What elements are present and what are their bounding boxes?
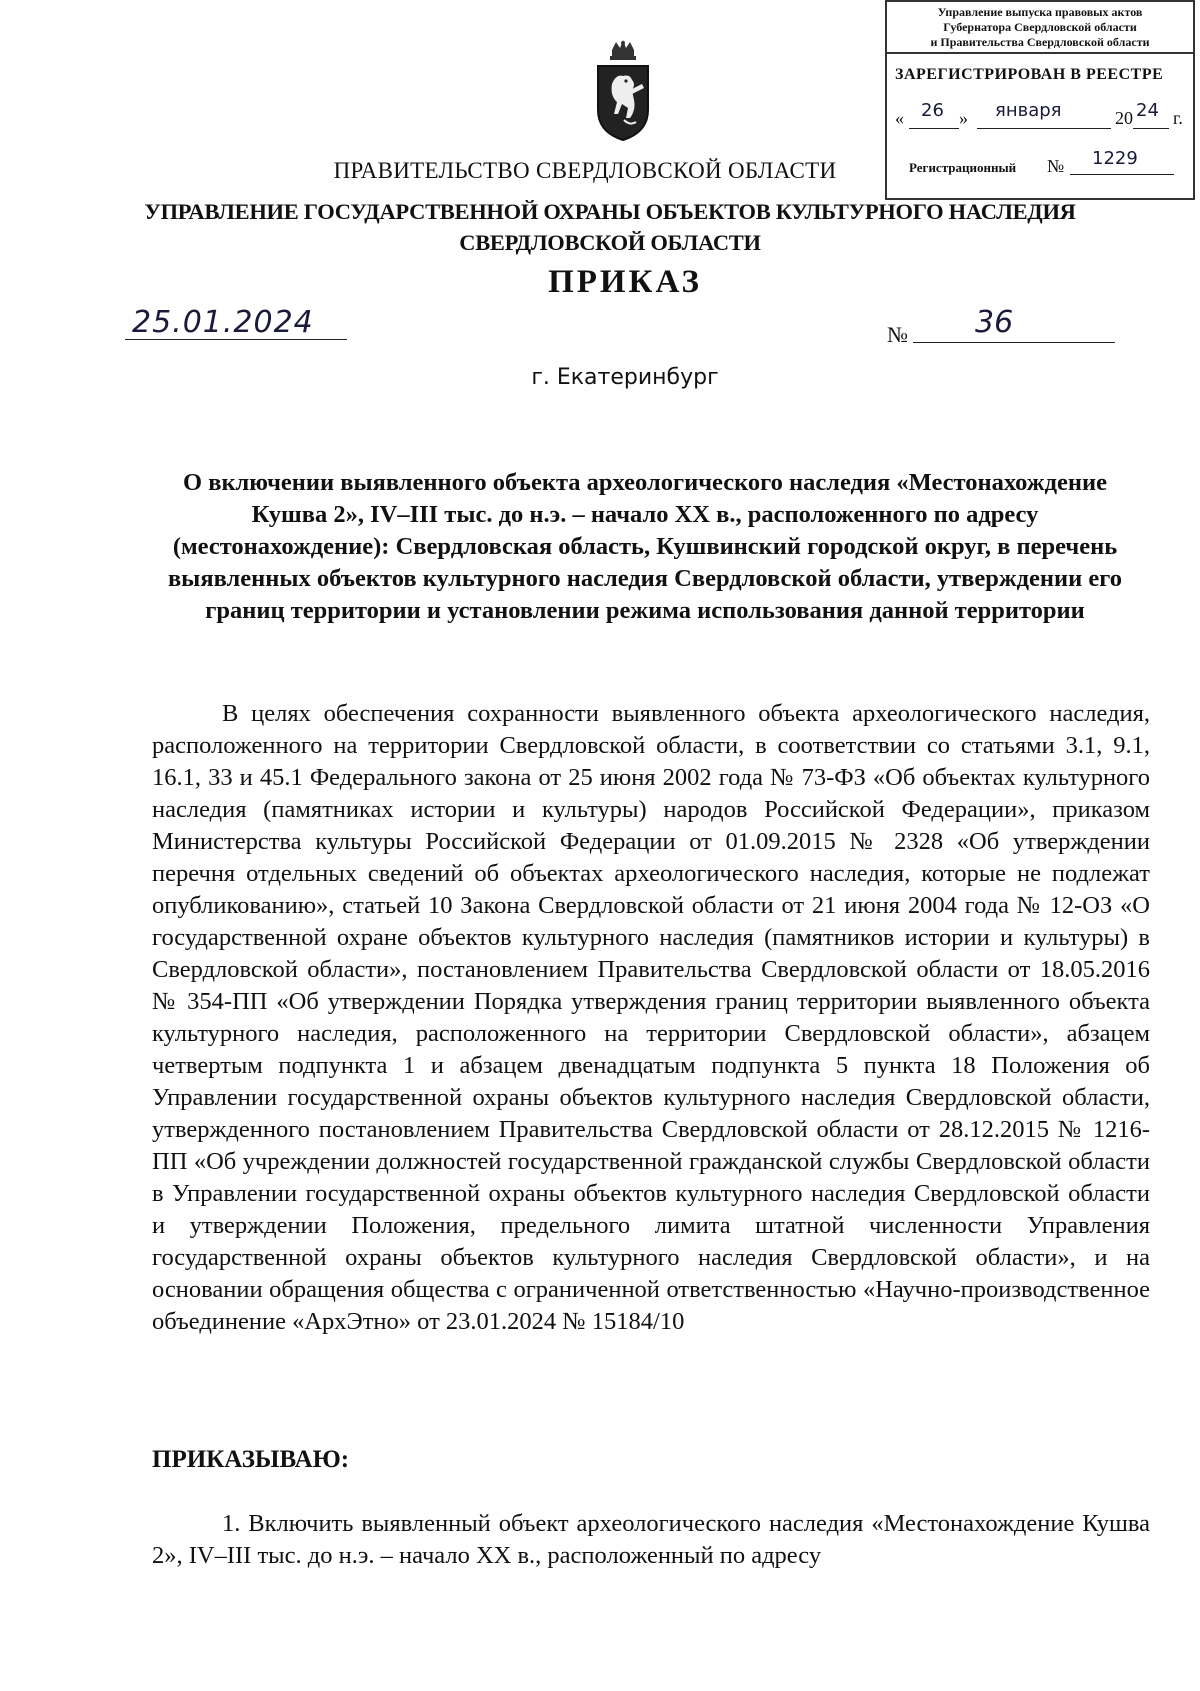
department-line1: УПРАВЛЕНИЕ ГОСУДАРСТВЕННОЙ ОХРАНЫ ОБЪЕКТОВ КУЛЬТУРНОГО НАСЛЕДИЯ: [144, 199, 1076, 224]
stamp-header-line2: Губернатора Свердловской области: [943, 20, 1137, 34]
order-word: ПРИКАЗЫВАЮ:: [152, 1446, 350, 1473]
stamp-header: [887, 2, 1193, 54]
department-line2: СВЕРДЛОВСКОЙ ОБЛАСТИ: [459, 230, 761, 255]
stamp-year-unit: г.: [1173, 108, 1183, 128]
stamp-year-prefix: 20: [1115, 108, 1133, 128]
stamp-day: 26: [921, 100, 944, 121]
order-number: 36: [975, 305, 1014, 340]
date-underline: [125, 339, 347, 340]
stamp-year-suffix: 24: [1136, 100, 1159, 121]
stamp-header-line3: и Правительства Свердловской области: [930, 35, 1150, 49]
order-item-1: [152, 1508, 1150, 1572]
preamble-text: В целях обеспечения сохранности выявленного объекта археологического наследия, расположенного на территории Свердловской области, в соответствии со статьями 3.1, 9.1, 16.1, 33 и 45.1 Федерального закона от 25 июня 2002 года № 73-ФЗ «Об объектах культурного наследия (памятниках истории и культуры) народов Российской Федерации», приказом Министерства культуры Российской Федерации от 01.09.2015 № 2328 «Об утверждении перечня отдельных сведений об объектах археологического наследия, которые не подлежат опубликованию», статьей 10 Закона Свердловской области от 21 июня 2004 года № 12-ОЗ «О государственной охране объектов культурного наследия (памятников истории и культуры) в Свердловской области», постановлением Правительства Свердловской области от 18.05.2016 № 354-ПП «Об утверждении Порядка утверждения границ территории выявленного объекта культурного наследия, расположенного на территории Свердловской области», абзацем четвертым подпункта 1 и абзацем двенадцатым подпункта 5 пункта 18 Положения об Управлении государственной охраны объектов культурного наследия Свердловской области, утвержденного постановлением Правительства Свердловской области от 28.12.2015 № 1216-ПП «Об учреждении должностей государственной гражданской службы Свердловской области в Управлении государственной охраны объектов культурного наследия Свердловской области и утверждении Положения, предельного лимита штатной численности Управления государственной охраны объектов культурного наследия Свердловской области», и на основании обращения общества с ограниченной ответственностью «Научно-производственное объединение «АрхЭтно» от 23.01.2024 № 15184/10: [152, 700, 1150, 1335]
sverdlovsk-coat-of-arms-icon: [590, 40, 656, 142]
department-name: [110, 196, 1110, 258]
stamp-date: « 26 » января 20 24 г.: [895, 100, 1183, 128]
government-name: ПРАВИТЕЛЬСТВО СВЕРДЛОВСКОЙ ОБЛАСТИ: [333, 158, 837, 183]
stamp-month: января: [995, 100, 1062, 121]
stamp-reg-number: 1229: [1092, 148, 1138, 169]
stamp-header-line1: Управление выпуска правовых актов: [937, 5, 1143, 19]
number-underline: [913, 342, 1115, 343]
stamp-reg-number-label: Регистрационный: [909, 160, 1017, 175]
city: г. Екатеринбург: [531, 365, 719, 390]
stamp-registered-label: ЗАРЕГИСТРИРОВАН В РЕЕСТРЕ: [895, 66, 1164, 83]
order-item-1-text: 1. Включить выявленный объект археологического наследия «Местонахождение Кушва 2», IV–III тыс. до н.э. – начало XX в., расположенный по адресу: [152, 1510, 1150, 1569]
document-title: О включении выявленного объекта археологического наследия «Местонахождение Кушва 2», IV–III тыс. до н.э. – начало XX в., расположенного по адресу (местонахождение): Свердловская область, Кушвинский городской округ, в перечень выявленных объектов культурного наследия Свердловской области, утверждении его границ территории и установлении режима использования данной территории: [167, 469, 1123, 624]
order-date: 25.01.2024: [132, 305, 314, 340]
order-number-sign: №: [887, 322, 908, 347]
document-type: ПРИКАЗ: [548, 264, 702, 300]
stamp-number-sign: №: [1047, 156, 1065, 176]
preamble: [152, 698, 1150, 1338]
